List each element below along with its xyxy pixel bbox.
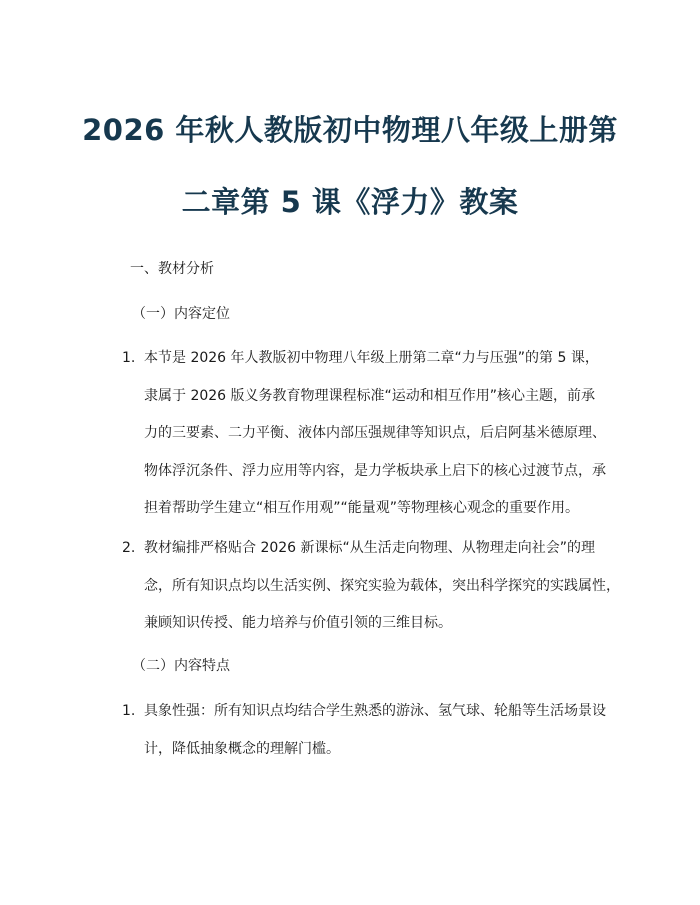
subsection-heading-positioning: （一）内容定位 [132, 306, 230, 322]
list-item-number: 2. [122, 540, 136, 556]
section-heading-analysis: 一、教材分析 [130, 261, 214, 277]
paragraph-line: 力的三要素、二力平衡、液体内部压强规律等知识点，后启阿基米德原理、 [144, 425, 606, 441]
list-item-number: 1. [122, 703, 136, 719]
list-item-number: 1. [122, 350, 136, 366]
paragraph-line: 隶属于 2026 版义务教育物理课程标准“运动和相互作用”核心主题，前承 [144, 387, 596, 404]
paragraph-line: 本节是 2026 年人教版初中物理八年级上册第二章“力与压强”的第 5 课， [144, 350, 599, 366]
document-title-line-2: 二章第 5 课《浮力》教案 [181, 185, 519, 219]
subsection-heading-features: （二）内容特点 [132, 658, 230, 674]
paragraph-line: 担着帮助学生建立“相互作用观”“能量观”等物理核心观念的重要作用。 [144, 500, 580, 516]
paragraph-line: 物体浮沉条件、浮力应用等内容，是力学板块承上启下的核心过渡节点，承 [144, 462, 606, 479]
paragraph-line: 具象性强：所有知识点均结合学生熟悉的游泳、氢气球、轮船等生活场景设 [144, 703, 606, 719]
paragraph-line: 念，所有知识点均以生活实例、探究实验为载体，突出科学探究的实践属性， [144, 577, 620, 594]
document-title-line-1: 2026 年秋人教版初中物理八年级上册第 [82, 113, 618, 147]
paragraph-line: 兼顾知识传授、能力培养与价值引领的三维目标。 [144, 615, 452, 631]
paragraph-line: 教材编排严格贴合 2026 新课标“从生活走向物理、从物理走向社会”的理 [144, 540, 596, 556]
paragraph-line: 计，降低抽象概念的理解门槛。 [144, 740, 340, 757]
